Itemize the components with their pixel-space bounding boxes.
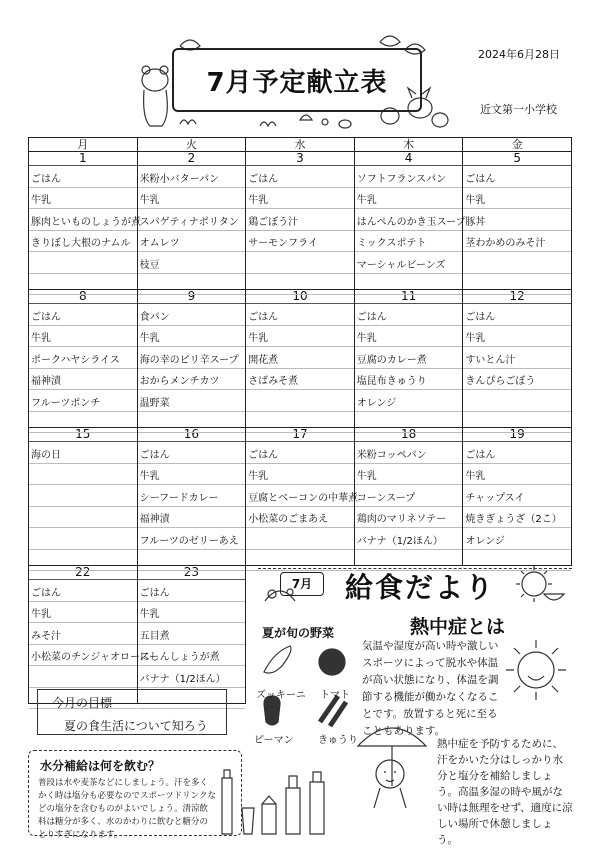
weekday-header-row bbox=[29, 138, 572, 152]
menu-item: ポークハヤシライス bbox=[31, 354, 120, 366]
menu-item: 焼きぎょうざ（2こ） bbox=[465, 514, 562, 525]
menu-line bbox=[29, 507, 137, 529]
menu-line bbox=[463, 442, 571, 464]
menu-item: にしんしょうが煮 bbox=[139, 652, 220, 663]
menu-line bbox=[355, 304, 463, 326]
menu-item: 牛乳 bbox=[139, 471, 160, 482]
menu-line bbox=[463, 274, 571, 296]
menu-item: 牛乳 bbox=[248, 471, 269, 482]
menu-item: 牛乳 bbox=[31, 333, 51, 344]
menu-line bbox=[463, 252, 571, 274]
menu-line bbox=[29, 412, 137, 434]
menu-item: きりぼし大根のナムル bbox=[31, 238, 131, 249]
menu-item: みそ汁 bbox=[31, 630, 61, 642]
milk-carton-icon bbox=[262, 796, 276, 834]
menu-item: 牛乳 bbox=[31, 195, 51, 206]
menu-item: 豚肉といものしょうが煮 bbox=[31, 216, 141, 228]
menu-line bbox=[355, 507, 463, 529]
menu-line bbox=[138, 326, 246, 348]
bear-illustration bbox=[142, 66, 168, 126]
menu-item: 牛乳 bbox=[465, 333, 486, 344]
menu-line bbox=[355, 485, 463, 507]
hydration-text: 普段は水や麦茶などにしましょう。汗を多くかく時は塩分も必要なのでスポーツドリンクなどの塩分を含むものがよいでしょう。清涼飲料は糖分が多く、水のかわりに飲むと糖分のとりすぎになります。 bbox=[38, 778, 216, 840]
menu-item: 豆腐とベーコンの中華煮 bbox=[248, 492, 359, 504]
day-number: 10 bbox=[246, 290, 354, 304]
menu-line bbox=[355, 326, 463, 348]
tea-bottle-icon bbox=[286, 776, 300, 834]
hot-sun-icon bbox=[502, 632, 572, 712]
menu-item: ごはん bbox=[139, 449, 170, 461]
menu-line bbox=[29, 304, 137, 326]
day-number: 9 bbox=[138, 290, 246, 304]
heatstroke-description: 気温や湿度が高い時や激しいスポーツによって脱水や体温が高い状態になり、体温を調節する機能が働かなくなることです。放置すると死に至ることもあります。 bbox=[362, 640, 499, 737]
hydration-title: 水分補給は何を飲む？ bbox=[40, 759, 161, 773]
water-bottle-icon bbox=[222, 770, 232, 834]
day-number: 19 bbox=[463, 428, 571, 442]
menu-line bbox=[246, 412, 354, 434]
menu-item: 豆腐のカレー煮 bbox=[356, 354, 427, 366]
menu-line bbox=[29, 666, 137, 688]
day-number: 15 bbox=[29, 428, 137, 442]
menu-line bbox=[138, 209, 246, 231]
menu-line bbox=[355, 166, 463, 188]
menu-line bbox=[246, 274, 354, 296]
day-cell bbox=[29, 290, 138, 428]
menu-item: 牛乳 bbox=[356, 195, 377, 206]
menu-item: オレンジ bbox=[356, 397, 397, 409]
weekday-header: 月 bbox=[29, 138, 138, 152]
menu-line bbox=[246, 347, 354, 369]
weekday-header: 火 bbox=[137, 138, 246, 152]
menu-line bbox=[355, 252, 463, 274]
issue-date: 2024年6月28日 bbox=[478, 48, 560, 61]
menu-item: バナナ（1/2ほん） bbox=[356, 535, 443, 547]
menu-item: オムレツ bbox=[139, 238, 180, 249]
menu-line bbox=[246, 252, 354, 274]
menu-item: フルーツのゼリーあえ bbox=[139, 535, 239, 547]
menu-item: 開花煮 bbox=[248, 354, 279, 366]
summer-vegetables-title: 夏が旬の野菜 bbox=[262, 626, 335, 640]
menu-line bbox=[355, 188, 463, 210]
menu-line bbox=[246, 485, 359, 507]
menu-line bbox=[246, 369, 354, 391]
day-number: 17 bbox=[246, 428, 354, 442]
menu-line bbox=[246, 188, 354, 210]
menu-line bbox=[29, 528, 137, 550]
menu-item: 枝豆 bbox=[139, 259, 160, 271]
menu-line bbox=[29, 550, 137, 572]
menu-line bbox=[246, 464, 354, 486]
day-cell bbox=[463, 152, 572, 290]
menu-line bbox=[355, 209, 466, 231]
menu-line bbox=[138, 507, 246, 529]
menu-item: 茎わかめのみそ汁 bbox=[465, 238, 546, 249]
day-cell bbox=[29, 428, 138, 566]
menu-line bbox=[355, 464, 463, 486]
menu-line bbox=[138, 580, 246, 602]
menu-line bbox=[463, 326, 571, 348]
menu-item: 福神漬 bbox=[139, 514, 170, 525]
menu-item: 牛乳 bbox=[465, 471, 486, 482]
menu-line bbox=[29, 464, 137, 486]
menu-item: きんぴらごぼう bbox=[465, 376, 536, 387]
month-badge: 7月 bbox=[280, 572, 324, 596]
menu-line bbox=[29, 274, 137, 296]
menu-item: 鶏肉のマリネソテー bbox=[356, 514, 447, 525]
menu-item: 牛乳 bbox=[356, 471, 377, 482]
menu-item: ごはん bbox=[31, 587, 61, 599]
menu-item: ごはん bbox=[139, 587, 170, 599]
menu-line bbox=[355, 442, 463, 464]
menu-item: さばみそ煮 bbox=[248, 376, 299, 387]
tomato-icon bbox=[319, 649, 345, 675]
menu-item: ごはん bbox=[465, 311, 496, 323]
weekday-header: 金 bbox=[463, 138, 572, 152]
menu-line bbox=[355, 231, 463, 253]
menu-line bbox=[138, 231, 246, 253]
day-number: 4 bbox=[355, 152, 463, 166]
menu-title bbox=[172, 48, 422, 112]
menu-item: フルーツポンチ bbox=[31, 397, 101, 409]
day-number: 3 bbox=[246, 152, 354, 166]
menu-line bbox=[463, 209, 571, 231]
menu-line bbox=[29, 623, 137, 645]
day-number: 11 bbox=[355, 290, 463, 304]
menu-line bbox=[138, 528, 246, 550]
day-cell bbox=[463, 428, 572, 566]
menu-line bbox=[246, 326, 354, 348]
menu-item: ごはん bbox=[465, 449, 496, 461]
menu-line bbox=[246, 507, 354, 529]
menu-item: おからメンチカツ bbox=[139, 376, 220, 387]
menu-line bbox=[138, 369, 246, 391]
menu-item: すいとん汁 bbox=[465, 354, 516, 366]
menu-item: ごはん bbox=[248, 311, 279, 323]
menu-item: 牛乳 bbox=[248, 333, 269, 344]
menu-line bbox=[463, 231, 571, 253]
menu-item: ごはん bbox=[31, 173, 61, 185]
day-cell bbox=[246, 152, 355, 290]
menu-line bbox=[246, 390, 354, 412]
menu-item: チャップスイ bbox=[465, 492, 525, 504]
menu-item: バナナ（1/2ほん） bbox=[139, 673, 226, 685]
menu-line bbox=[29, 369, 137, 391]
heatstroke-heading: 熱中症とは bbox=[410, 616, 506, 638]
menu-item: 食パン bbox=[139, 311, 170, 323]
menu-line bbox=[246, 442, 354, 464]
menu-item: 塩昆布きゅうり bbox=[356, 376, 427, 387]
menu-line bbox=[463, 347, 571, 369]
menu-line bbox=[463, 369, 571, 391]
menu-line bbox=[138, 347, 246, 369]
menu-line bbox=[138, 304, 246, 326]
day-cell bbox=[246, 427, 359, 566]
menu-item: 海の幸のピリ辛スープ bbox=[139, 354, 239, 366]
menu-line bbox=[355, 412, 463, 434]
menu-line bbox=[138, 645, 246, 667]
menu-line bbox=[138, 252, 246, 274]
menu-line bbox=[138, 623, 246, 645]
menu-line bbox=[138, 412, 246, 434]
menu-item: 小松菜のごまあえ bbox=[248, 514, 329, 525]
menu-item: 牛乳 bbox=[139, 195, 160, 206]
menu-line bbox=[29, 166, 137, 188]
menu-line bbox=[138, 666, 246, 688]
menu-item: 福神漬 bbox=[31, 376, 61, 387]
menu-item: 鶏ごぼう汁 bbox=[248, 216, 299, 228]
day-cell bbox=[29, 151, 141, 290]
menu-line bbox=[138, 442, 246, 464]
day-cell bbox=[354, 151, 466, 290]
day-cell bbox=[354, 428, 463, 566]
menu-item: サーモンフライ bbox=[248, 238, 318, 249]
newsletter-title: 給食だより bbox=[345, 571, 496, 604]
menu-line bbox=[355, 274, 463, 296]
menu-line bbox=[463, 507, 571, 529]
menu-line bbox=[29, 442, 137, 464]
menu-line bbox=[246, 166, 354, 188]
day-cell bbox=[137, 428, 246, 566]
menu-line bbox=[246, 209, 354, 231]
menu-item: ごはん bbox=[465, 173, 496, 185]
menu-title-text: 7月予定献立表 bbox=[206, 67, 388, 98]
menu-line bbox=[29, 485, 137, 507]
day-number: 8 bbox=[29, 290, 137, 304]
menu-line bbox=[29, 252, 137, 274]
monthly-goal-title: 今月の目標 bbox=[52, 696, 113, 710]
menu-line bbox=[29, 326, 137, 348]
menu-line bbox=[463, 188, 571, 210]
menu-line bbox=[138, 166, 246, 188]
drinks-illustration bbox=[214, 758, 344, 838]
menu-item: シーフードカレー bbox=[139, 492, 219, 504]
menu-line bbox=[138, 464, 246, 486]
menu-item: 牛乳 bbox=[31, 609, 51, 620]
menu-line bbox=[463, 166, 571, 188]
menu-item: 豚丼 bbox=[465, 216, 486, 228]
menu-line bbox=[246, 304, 354, 326]
menu-item: マーシャルビーンズ bbox=[356, 259, 446, 271]
menu-item: 米粉小バターパン bbox=[139, 173, 220, 185]
day-number: 2 bbox=[138, 152, 246, 166]
menu-item: 五目煮 bbox=[139, 630, 170, 642]
menu-item: 牛乳 bbox=[139, 609, 160, 620]
school-name: 近文第一小学校 bbox=[480, 103, 557, 116]
week-row bbox=[29, 428, 572, 566]
menu-line bbox=[29, 347, 137, 369]
menu-item: オレンジ bbox=[465, 535, 505, 547]
menu-item: 米粉コッペパン bbox=[356, 449, 427, 461]
menu-item: 牛乳 bbox=[356, 333, 377, 344]
menu-item: ごはん bbox=[356, 311, 387, 323]
menu-item: ソフトフランスパン bbox=[356, 173, 447, 185]
veg-label-zucchini: ズッキーニ bbox=[256, 690, 306, 701]
menu-line bbox=[29, 645, 160, 667]
grass-illustration bbox=[180, 115, 351, 128]
menu-line bbox=[29, 231, 137, 253]
menu-line bbox=[463, 485, 571, 507]
day-cell bbox=[137, 152, 246, 290]
day-cell bbox=[137, 566, 246, 704]
menu-item: 牛乳 bbox=[139, 333, 160, 344]
menu-line bbox=[463, 390, 571, 412]
monthly-goal-text: 夏の食生活について知ろう bbox=[64, 719, 208, 733]
menu-line bbox=[246, 231, 354, 253]
menu-line bbox=[355, 347, 463, 369]
week-row bbox=[29, 290, 572, 428]
day-number: 16 bbox=[138, 428, 246, 442]
menu-item: 牛乳 bbox=[465, 195, 486, 206]
menu-item: 海の日 bbox=[31, 449, 61, 461]
menu-line bbox=[138, 550, 246, 572]
weekday-header: 水 bbox=[246, 138, 355, 152]
day-number: 23 bbox=[138, 566, 246, 580]
veg-label-cucumber: きゅうり bbox=[318, 735, 358, 746]
day-number: 12 bbox=[463, 290, 571, 304]
sun-bowl-icon bbox=[508, 564, 566, 610]
menu-line bbox=[29, 390, 137, 412]
menu-item: ごはん bbox=[31, 311, 61, 323]
menu-line bbox=[463, 412, 571, 434]
menu-line bbox=[355, 528, 463, 550]
weekday-header: 木 bbox=[354, 138, 463, 152]
menu-line bbox=[355, 390, 463, 412]
day-number: 18 bbox=[355, 428, 463, 442]
drink-bottle-icon bbox=[310, 772, 324, 834]
menu-line bbox=[246, 528, 354, 550]
day-number: 1 bbox=[29, 152, 137, 166]
menu-line bbox=[138, 274, 246, 296]
flower-decoration-icon bbox=[260, 576, 340, 616]
menu-line bbox=[29, 580, 137, 602]
menu-line bbox=[463, 528, 571, 550]
menu-item: ごはん bbox=[248, 173, 279, 185]
veg-label-pepper: ピーマン bbox=[254, 735, 294, 746]
day-cell bbox=[463, 290, 572, 428]
glass-icon bbox=[242, 808, 254, 834]
day-number: 5 bbox=[463, 152, 571, 166]
heatstroke-prevention-text: 熱中症を予防するために、汗をかいた分はしっかり水分と塩分を補給しましょう。高温多湿の時や風がない時は無理をせず、適度に涼しい場所で休憩しましょう。 bbox=[437, 738, 573, 846]
menu-line bbox=[463, 304, 571, 326]
day-cell bbox=[137, 290, 246, 428]
menu-item: 小松菜のチンジャオロースー bbox=[31, 652, 160, 663]
zucchini-icon bbox=[264, 646, 291, 673]
menu-line bbox=[355, 369, 463, 391]
menu-item: ミックスポテト bbox=[356, 238, 427, 249]
menu-line bbox=[138, 602, 246, 624]
menu-item: スパゲティナポリタン bbox=[139, 216, 239, 228]
day-cell bbox=[354, 290, 463, 428]
menu-line bbox=[29, 188, 137, 210]
menu-line bbox=[463, 464, 571, 486]
menu-item: 温野菜 bbox=[139, 397, 170, 409]
menu-item: はんぺんのかき玉スープ bbox=[356, 216, 466, 228]
veg-label-tomato: トマト bbox=[320, 690, 350, 701]
menu-line bbox=[29, 209, 141, 231]
day-cell bbox=[246, 290, 355, 428]
menu-item: ごはん bbox=[248, 449, 279, 461]
menu-line bbox=[138, 485, 246, 507]
day-number: 22 bbox=[29, 566, 137, 580]
menu-item: コーンスープ bbox=[356, 492, 416, 504]
menu-item: 牛乳 bbox=[248, 195, 269, 206]
menu-line bbox=[29, 602, 137, 624]
menu-line bbox=[138, 188, 246, 210]
umbrella-character-icon bbox=[350, 716, 434, 820]
week-row bbox=[29, 152, 572, 290]
menu-line bbox=[138, 390, 246, 412]
